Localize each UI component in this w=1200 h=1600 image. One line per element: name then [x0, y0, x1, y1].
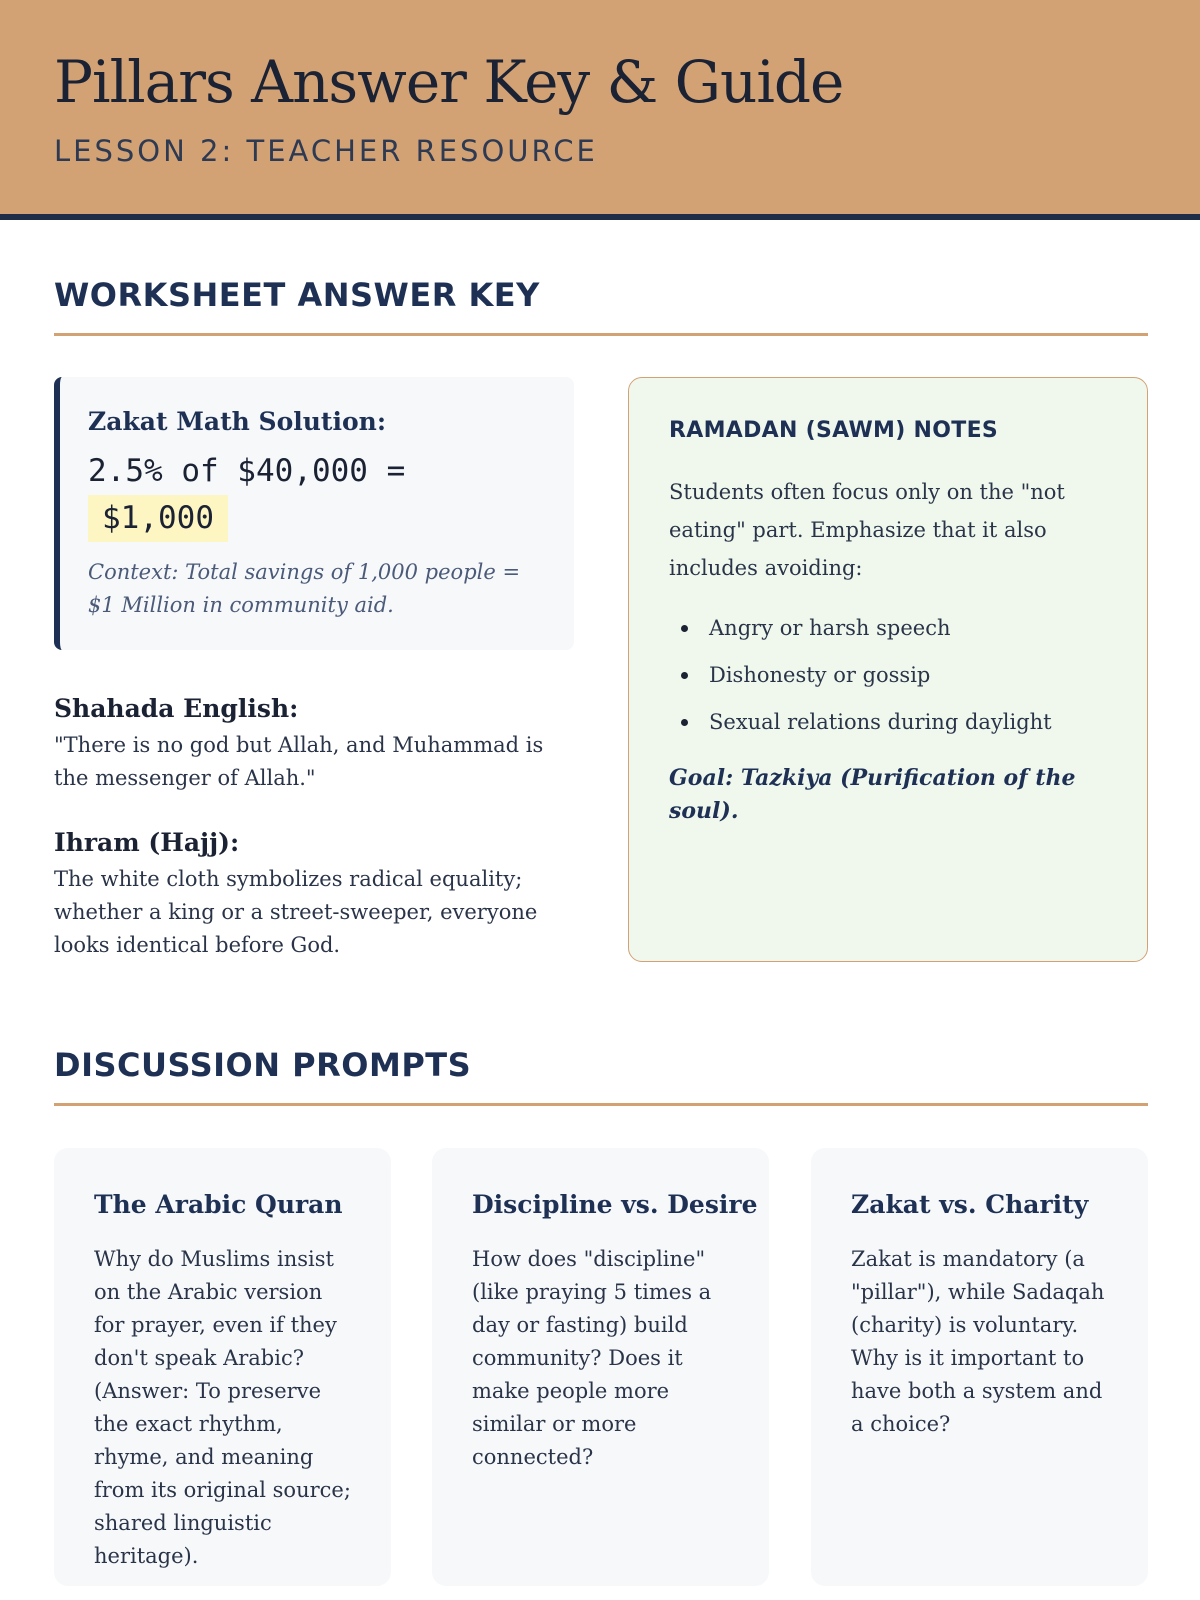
prompt-card-arabic-quran [54, 1148, 391, 1586]
zakat-formula-text: 2.5% of $40,000 = [88, 453, 406, 489]
zakat-answer-highlight: $1,000 [88, 495, 228, 542]
prompt-text: Zakat is mandatory (a "pillar"), while Sadaqah (charity) is voluntary. Why is it important to have both a system and a choice? [851, 1247, 1105, 1436]
ramadan-avoid-list [669, 605, 1107, 746]
shahada-answer [54, 694, 584, 795]
prompt-text: Why do Muslims insist on the Arabic version for prayer, even if they don't speak Arabic? (Answer: To preserve the exact rhythm, rhyme, and meaning from its original source; shared linguistic heritage). [94, 1247, 351, 1568]
prompt-title: The Arabic Quran [94, 1190, 343, 1219]
answer-key-heading: WORKSHEET ANSWER KEY [54, 276, 540, 314]
ramadan-notes-card [628, 377, 1148, 962]
ihram-title: Ihram (Hajj): [54, 828, 240, 857]
ramadan-notes-title: RAMADAN (SAWM) NOTES [669, 418, 999, 443]
zakat-context-note: Context: Total savings of 1,000 people = $1 Million in community aid. [88, 560, 521, 617]
prompt-title: Discipline vs. Desire [472, 1190, 758, 1219]
ihram-answer [54, 828, 584, 962]
shahada-title: Shahada English: [54, 694, 299, 723]
ramadan-notes-intro: Students often focus only on the "not eating" part. Emphasize that it also includes avoiding: [669, 480, 1065, 580]
prompt-text: How does "discipline" (like praying 5 times a day or fasting) build community? Does it make people more similar or more connected? [472, 1247, 712, 1469]
ihram-text: The white cloth symbolizes radical equality; whether a king or a street-sweeper, everyone looks identical before God. [54, 867, 538, 957]
page-subtitle: LESSON 2: TEACHER RESOURCE [54, 134, 598, 168]
list-item: Sexual relations during daylight [669, 699, 1107, 746]
prompt-card-discipline [432, 1148, 769, 1586]
discussion-heading: DISCUSSION PROMPTS [54, 1046, 472, 1084]
zakat-math-formula [88, 448, 546, 542]
page-header [0, 0, 1200, 220]
list-item: Angry or harsh speech [669, 605, 1107, 652]
prompt-title: Zakat vs. Charity [851, 1190, 1089, 1219]
list-item: Dishonesty or gossip [669, 652, 1107, 699]
page-title: Pillars Answer Key & Guide [54, 48, 844, 116]
answer-key-divider [54, 333, 1148, 336]
shahada-text: "There is no god but Allah, and Muhammad is the messenger of Allah." [54, 733, 544, 790]
ramadan-goal: Goal: Tazkiya (Purification of the soul). [669, 765, 1076, 824]
discussion-divider [54, 1103, 1148, 1106]
zakat-math-title: Zakat Math Solution: [88, 407, 387, 436]
prompt-card-zakat-charity [811, 1148, 1148, 1586]
zakat-math-card [54, 377, 574, 650]
